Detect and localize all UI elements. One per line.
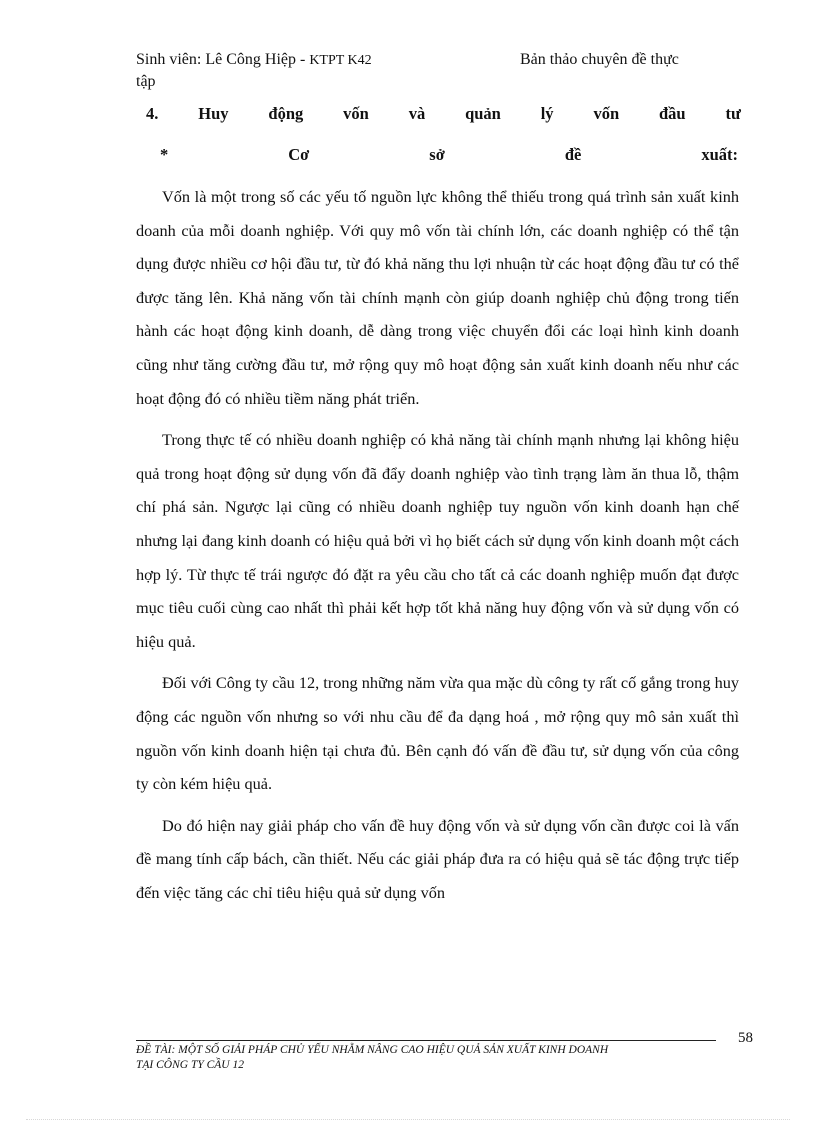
heading-word: vốn [593, 104, 620, 123]
section-heading [146, 104, 741, 124]
subheading-word: * [160, 145, 169, 164]
heading-word: tư [725, 104, 741, 123]
heading-word: lý [540, 104, 554, 123]
running-header-title-wrap: tập [136, 73, 156, 90]
heading-word: và [408, 104, 426, 123]
footer-line: ĐỀ TÀI: MỘT SỐ GIẢI PHÁP CHỦ YẾU NHẰM NÂNG CAO HIỆU QUẢ SẢN XUẤT KINH DOANH [136, 1044, 609, 1056]
footer-divider [136, 1040, 716, 1041]
heading-word: động [268, 104, 304, 123]
subheading-word: Cơ [288, 145, 310, 164]
footer-line: TẠI CÔNG TY CẦU 12 [136, 1059, 244, 1071]
student-class: KTPT K42 [309, 53, 372, 68]
subsection-heading [160, 145, 738, 165]
running-header-student [136, 50, 372, 71]
heading-word: 4. [146, 104, 159, 123]
paragraph: Đối với Công ty cầu 12, trong những năm vừa qua mặc dù công ty rất cố gắng trong huy động các nguồn vốn nhưng so với nhu cầu để đa dạng hoá , mở rộng quy mô sản xuất thì nguồn vốn kinh doanh hiện tại chưa đủ. Bên cạnh đó vấn đề đầu tư, sử dụng vốn của công ty còn kém hiệu quả. [136, 673, 739, 794]
page-number: 58 [738, 1030, 753, 1046]
footer-thesis-title [136, 1043, 726, 1073]
student-name: Sinh viên: Lê Công Hiệp [136, 51, 296, 68]
page-edge-divider [26, 1119, 790, 1120]
heading-word: Huy [198, 104, 229, 123]
heading-word: đầu [659, 104, 686, 123]
paragraph: Do đó hiện nay giải pháp cho vấn đề huy động vốn và sử dụng vốn cần được coi là vấn đề mang tính cấp bách, cần thiết. Nếu các giải pháp đưa ra có hiệu quả sẽ tác động trực tiếp đến việc tăng các chỉ tiêu hiệu quả sử dụng vốn [136, 815, 739, 902]
heading-word: vốn [343, 104, 369, 123]
paragraph: Vốn là một trong số các yếu tố nguồn lực không thể thiếu trong quá trình sản xuất kinh doanh của mỗi doanh nghiệp. Với quy mô vốn tài chính lớn, các doanh nghiệp có thể tận dụng được nhiều cơ hội đầu tư, từ đó khả năng thu lợi nhuận từ các hoạt động đầu tư có thể được tăng lên. Khả năng vốn tài chính mạnh còn giúp doanh nghiệp chủ động trong tiến hành các hoạt động kinh doanh, dễ dàng trong việc chuyển đổi các loại hình kinh doanh cũng như tăng cường đầu tư, mở rộng quy mô hoạt động sản xuất kinh doanh nếu như các hoạt động đó có nhiều tiềm năng phát triển. [136, 187, 739, 408]
header-separator: - [295, 51, 310, 68]
subheading-word: đề [564, 145, 582, 164]
subheading-word: sở [429, 145, 445, 164]
running-header-title: Bản thảo chuyên đề thực [520, 51, 679, 68]
body-text [136, 180, 739, 917]
paragraph: Trong thực tế có nhiều doanh nghiệp có khả năng tài chính mạnh nhưng lại không hiệu quả trong hoạt động sử dụng vốn đã đẩy doanh nghiệp vào tình trạng làm ăn thua lỗ, thậm chí phá sản. Ngược lại cũng có nhiều doanh nghiệp tuy nguồn vốn kinh doanh hạn chế nhưng lại đang kinh doanh có hiệu quả bởi vì họ biết cách sử dụng vốn kinh doanh một cách hợp lý. Từ thực tế trái ngược đó đặt ra yêu cầu cho tất cả các doanh nghiệp muốn đạt được mục tiêu cuối cùng cao nhất thì phải kết hợp tốt khả năng huy động vốn và sử dụng vốn có hiệu quả. [136, 430, 739, 651]
subheading-word: xuất: [701, 145, 738, 164]
heading-word: quản [465, 104, 501, 123]
